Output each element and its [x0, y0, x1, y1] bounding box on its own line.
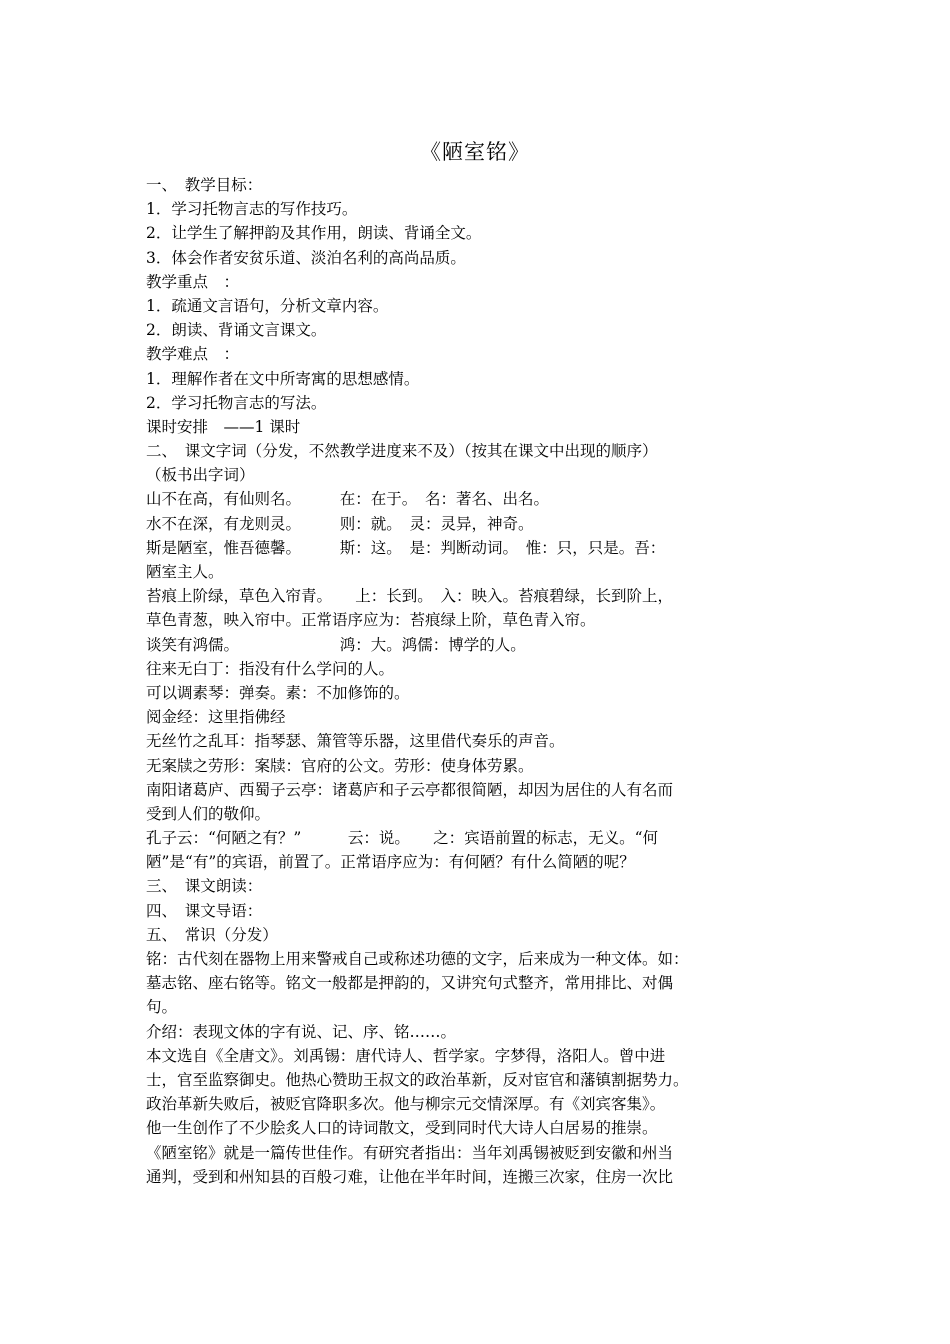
- text-line: 2．让学生了解押韵及其作用，朗读、背诵全文。: [146, 224, 482, 243]
- document-body: [146, 173, 826, 1189]
- text-line: 三、 课文朗读：: [146, 877, 263, 896]
- text-line: 往来无白丁：指没有什么学问的人。: [146, 659, 395, 678]
- text-line: 通判，受到和州知县的百般刁难，让他在半年时间，连搬三次家，住房一次比: [146, 1167, 674, 1186]
- text-line: 士，官至监察御史。他热心赞助王叔文的政治革新，反对宦官和藩镇割据势力。: [146, 1070, 689, 1089]
- text-line: 介绍：表现文体的字有说、记、序、铭……。: [146, 1022, 457, 1041]
- text-line: 《陋室铭》就是一篇传世佳作。有研究者指出：当年刘禹锡被贬到安徽和州当: [146, 1143, 674, 1162]
- text-line: 五、 常识（分发）: [146, 925, 278, 944]
- text-line: 1．疏通文言语句，分析文章内容。: [146, 296, 389, 315]
- text-line: 1．学习托物言志的写作技巧。: [146, 200, 358, 219]
- text-line: 陋室主人。: [146, 563, 224, 581]
- text-line: 一、 教学目标：: [146, 176, 263, 194]
- text-line: 无案牍之劳形：案牍：官府的公文。劳形：使身体劳累。: [146, 756, 534, 775]
- text-line: 1．理解作者在文中所寄寓的思想感情。: [146, 369, 420, 388]
- text-line: 教学重点 ：: [146, 272, 240, 291]
- text-line: 教学难点 ：: [146, 345, 240, 364]
- text-line: 本文选自《全唐文》。刘禹锡：唐代诗人、哲学家。字梦得，洛阳人。曾中进: [146, 1046, 666, 1065]
- text-line: 3．体会作者安贫乐道、淡泊名利的高尚品质。: [146, 248, 466, 267]
- text-line: 水不在深，有龙则灵。 则：就。 灵：灵异，神奇。: [146, 514, 534, 533]
- text-line: 阅金经：这里指佛经: [146, 708, 286, 727]
- text-line: 可以调素琴：弹奏。素：不加修饰的。: [146, 683, 410, 702]
- text-line: 山不在高，有仙则名。 在：在于。 名：著名、出名。: [146, 490, 550, 509]
- text-line: 2．朗读、背诵文言课文。: [146, 321, 327, 340]
- text-line: （板书出字词）: [146, 466, 255, 485]
- text-line: 他一生创作了不少脍炙人口的诗词散文，受到同时代大诗人白居易的推崇。: [146, 1119, 658, 1138]
- text-line: 二、 课文字词（分发，不然教学进度来不及）（按其在课文中出现的顺序）: [146, 442, 658, 461]
- text-line: 政治革新失败后，被贬官降职多次。他与柳宗元交情深厚。有《刘宾客集》。: [146, 1095, 666, 1114]
- text-line: 谈笑有鸿儒。 鸿：大。鸿儒：博学的人。: [146, 635, 526, 654]
- document-title: 《陋室铭》: [420, 140, 530, 164]
- text-line: 墓志铭、座右铭等。铭文一般都是押韵的，又讲究句式整齐，常用排比、对偶: [146, 974, 674, 993]
- text-line: 四、 课文导语：: [146, 901, 263, 920]
- text-line: 草色青葱，映入帘中。正常语序应为：苔痕绿上阶，草色青入帘。: [146, 611, 596, 630]
- text-line: 无丝竹之乱耳：指琴瑟、箫管等乐器，这里借代奏乐的声音。: [146, 732, 565, 751]
- text-line: 课时安排 ——1 课时: [146, 417, 301, 436]
- text-line: 2．学习托物言志的写法。: [146, 393, 327, 412]
- text-line: 受到人们的敬仰。: [146, 804, 271, 823]
- text-line: 铭：古代刻在器物上用来警戒自己或称述功德的文字，后来成为一种文体。如：: [146, 950, 689, 968]
- text-line: 南阳诸葛庐、西蜀子云亭：诸葛庐和子云亭都很简陋，却因为居住的人有名而: [146, 780, 674, 799]
- text-line: 陋”是“有”的宾语，前置了。正常语序应为：有何陋？有什么简陋的呢？: [146, 853, 635, 872]
- text-line: 斯是陋室，惟吾德馨。 斯：这。 是：判断动词。 惟：只，只是。吾：: [146, 538, 666, 557]
- text-line: 句。: [146, 998, 178, 1017]
- text-line: 苔痕上阶绿，草色入帘青。 上：长到。 入：映入。苔痕碧绿，长到阶上，: [146, 587, 674, 606]
- text-line: 孔子云：“何陋之有？” 云：说。 之：宾语前置的标志，无义。“何: [146, 829, 659, 848]
